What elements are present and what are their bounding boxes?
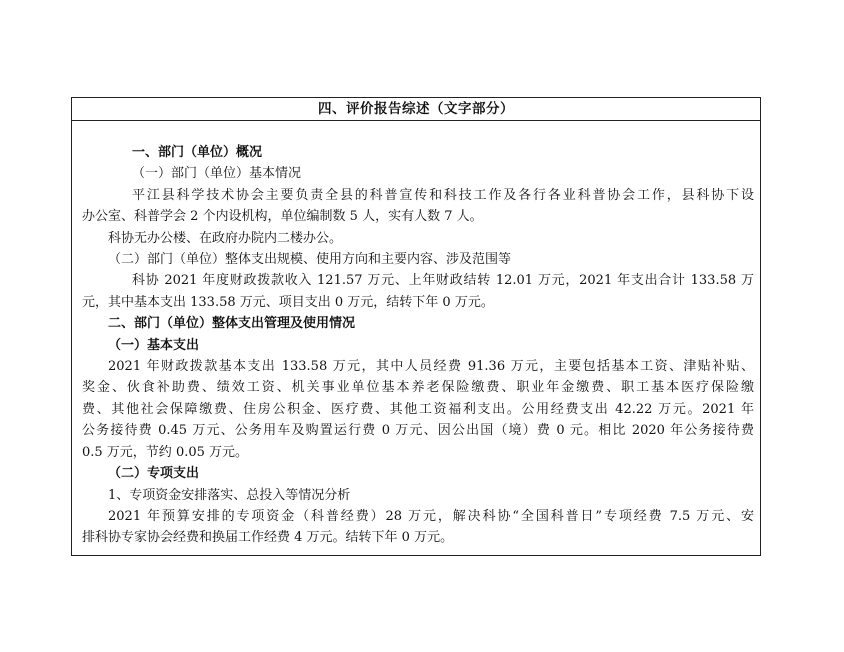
section-2-para-2: 1、专项资金安排落实、总投入等情况分析 xyxy=(108,487,351,503)
section-1-sub-1: （一）部门（单位）基本情况 xyxy=(132,166,302,182)
section-2-para-3-line-2: 排科协专家协会经费和换届工作经费 4 万元。结转下年 0 万元。 xyxy=(82,530,454,546)
report-table xyxy=(71,97,761,556)
section-2-para-1-line-2: 奖金、伙食补助费、绩效工资、机关事业单位基本养老保险缴费、职业年金缴费、职工基本医疗保险缴 xyxy=(82,380,754,396)
section-2-sub-2: （二）专项支出 xyxy=(108,466,200,482)
report-body xyxy=(82,142,754,549)
section-1-sub-2: （二）部门（单位）整体支出规模、使用方向和主要内容、涉及范围等 xyxy=(108,252,512,268)
report-title: 四、评价报告综述（文字部分） xyxy=(72,98,760,121)
section-1-heading: 一、部门（单位）概况 xyxy=(132,145,263,160)
section-2-sub-1: （一）基本支出 xyxy=(108,337,200,353)
section-1-para-3-line-1: 科协 2021 年度财政拨款收入 121.57 万元、上年财政结转 12.01 万元，2021 年支出合计 133.58 万 xyxy=(132,273,754,289)
section-1-para-2: 科协无办公楼、在政府办院内二楼办公。 xyxy=(108,230,343,246)
section-2-para-1-line-3: 费、其他社会保障缴费、住房公积金、医疗费、其他工资福利支出。公用经费支出 42.22 万元。2021 年 xyxy=(82,401,754,417)
section-2-para-1-line-1: 2021 年财政拨款基本支出 133.58 万元，其中人员经费 91.36 万元，主要包括基本工资、津贴补贴、 xyxy=(108,359,754,375)
section-1-para-3-line-2: 元，其中基本支出 133.58 万元、项目支出 0 万元，结转下年 0 万元。 xyxy=(82,294,494,310)
section-2-para-1-line-5: 0.5 万元，节约 0.05 万元。 xyxy=(82,444,249,460)
section-2-heading: 二、部门（单位）整体支出管理及使用情况 xyxy=(108,316,356,332)
section-2-para-3-line-1: 2021 年预算安排的专项资金（科普经费）28 万元，解决科协“全国科普日”专项经费 7.5 万元、安 xyxy=(108,508,754,524)
section-2-para-1-line-4: 公务接待费 0.45 万元、公务用车及购置运行费 0 万元、因公出国（境）费 0 元。相比 2020 年公务接待费 xyxy=(82,423,754,439)
section-1-para-1-line-1: 平江县科学技术协会主要负责全县的科普宣传和科技工作及各行各业科普协会工作，县科协下设 xyxy=(132,187,754,203)
section-1-para-1-line-2: 办公室、科普学会 2 个内设机构，单位编制数 5 人，实有人数 7 人。 xyxy=(82,209,483,225)
